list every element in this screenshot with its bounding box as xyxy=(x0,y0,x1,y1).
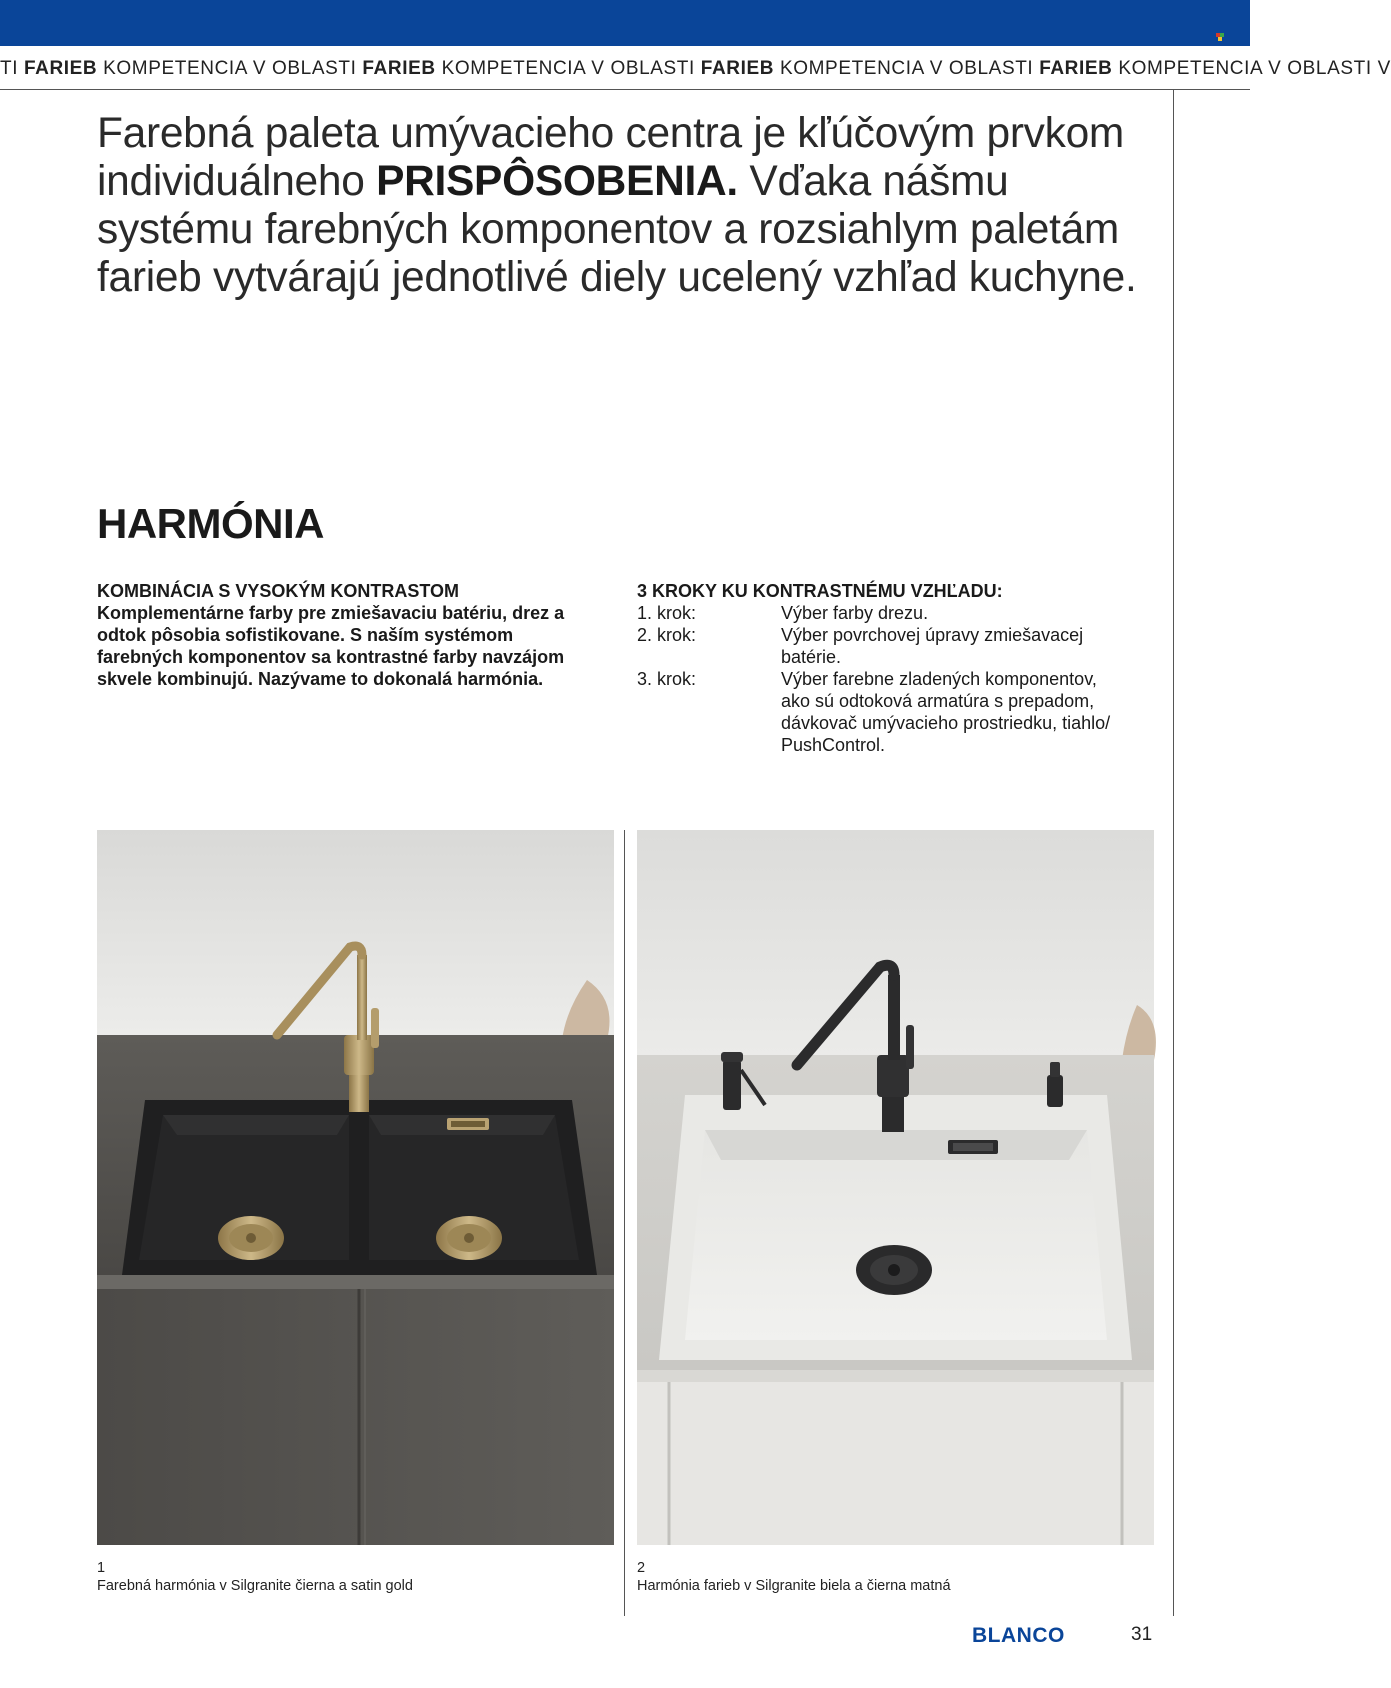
caption-number: 1 xyxy=(97,1560,106,1576)
body-line: odtok pôsobia sofistikovane. S naším systémom xyxy=(97,625,514,645)
step-text: dávkovač umývacieho prostriedku, tiahlo/ xyxy=(781,713,1111,733)
header-divider xyxy=(0,89,1250,90)
decor-dot xyxy=(1218,37,1222,41)
top-color-bar xyxy=(0,0,1250,46)
steps-list xyxy=(637,580,1157,756)
ticker-trail: V xyxy=(1377,58,1391,79)
column-heading: KOMBINÁCIA S VYSOKÝM KONTRASTOM xyxy=(97,581,460,601)
caption-photo-2 xyxy=(637,1559,951,1595)
ticker-segment: FARIEB KOMPETENCIA V OBLASTI xyxy=(700,58,1034,79)
intro-emphasis: PRISPÔSOBENIA. xyxy=(376,158,738,205)
photo-black-sink-gold-faucet xyxy=(97,830,614,1545)
caption-photo-1 xyxy=(97,1559,413,1595)
intro-line: farieb vytvárajú jednotlivé diely ucelený vzhľad kuchyne. xyxy=(97,254,1137,301)
intro-line: individuálneho PRISPÔSOBENIA. Vďaka nášmu xyxy=(97,158,1009,205)
section-title: HARMÓNIA xyxy=(97,500,324,547)
step-text: Výber povrchovej úpravy zmiešavacej xyxy=(781,625,1084,645)
body-line: farebných komponentov sa kontrastné farby navzájom xyxy=(97,647,565,667)
page-number: 31 xyxy=(1131,1624,1153,1645)
step-text: Výber farby drezu. xyxy=(781,603,929,623)
column-heading: 3 KROKY KU KONTRASTNÉMU VZHĽADU: xyxy=(637,581,1003,601)
ticker-segment: FARIEB KOMPETENCIA V OBLASTI xyxy=(362,58,695,79)
step-label: 1. krok: xyxy=(637,603,697,623)
step-text: ako sú odtoková armatúra s prepadom, xyxy=(781,691,1095,711)
step-text: batérie. xyxy=(781,647,842,667)
contrast-description xyxy=(97,580,617,690)
intro-line: Farebná paleta umývacieho centra je kľúčovým prvkom xyxy=(97,110,1125,157)
step-label: 3. krok: xyxy=(637,669,697,689)
step-item xyxy=(637,668,1157,756)
intro-paragraph xyxy=(97,110,1157,302)
step-item xyxy=(637,602,1157,624)
step-text: Výber farebne zladených komponentov, xyxy=(781,669,1097,689)
column-divider xyxy=(624,830,625,1616)
step-item xyxy=(637,624,1157,668)
caption-text: Farebná harmónia v Silgranite čierna a satin gold xyxy=(97,1578,413,1594)
running-header xyxy=(0,52,1391,88)
right-margin-rule xyxy=(1173,89,1174,1616)
step-label: 2. krok: xyxy=(637,625,697,645)
step-text: PushControl. xyxy=(781,735,886,755)
body-line: skvele kombinujú. Nazývame to dokonalá harmónia. xyxy=(97,669,544,689)
brand-logo: BLANCO xyxy=(972,1624,1065,1647)
ticker-lead: TI xyxy=(0,58,19,79)
ticker-segment: FARIEB KOMPETENCIA V OBLASTI xyxy=(23,58,357,79)
caption-text: Harmónia farieb v Silgranite biela a čierna matná xyxy=(637,1578,951,1594)
intro-line: systému farebných komponentov a rozsiahlym paletám xyxy=(97,206,1120,253)
body-line: Komplementárne farby pre zmiešavaciu batériu, drez a xyxy=(97,603,565,623)
ticker-segment: FARIEB KOMPETENCIA V OBLASTI xyxy=(1039,58,1372,79)
photo-white-sink-black-faucet xyxy=(637,830,1154,1545)
caption-number: 2 xyxy=(637,1560,646,1576)
